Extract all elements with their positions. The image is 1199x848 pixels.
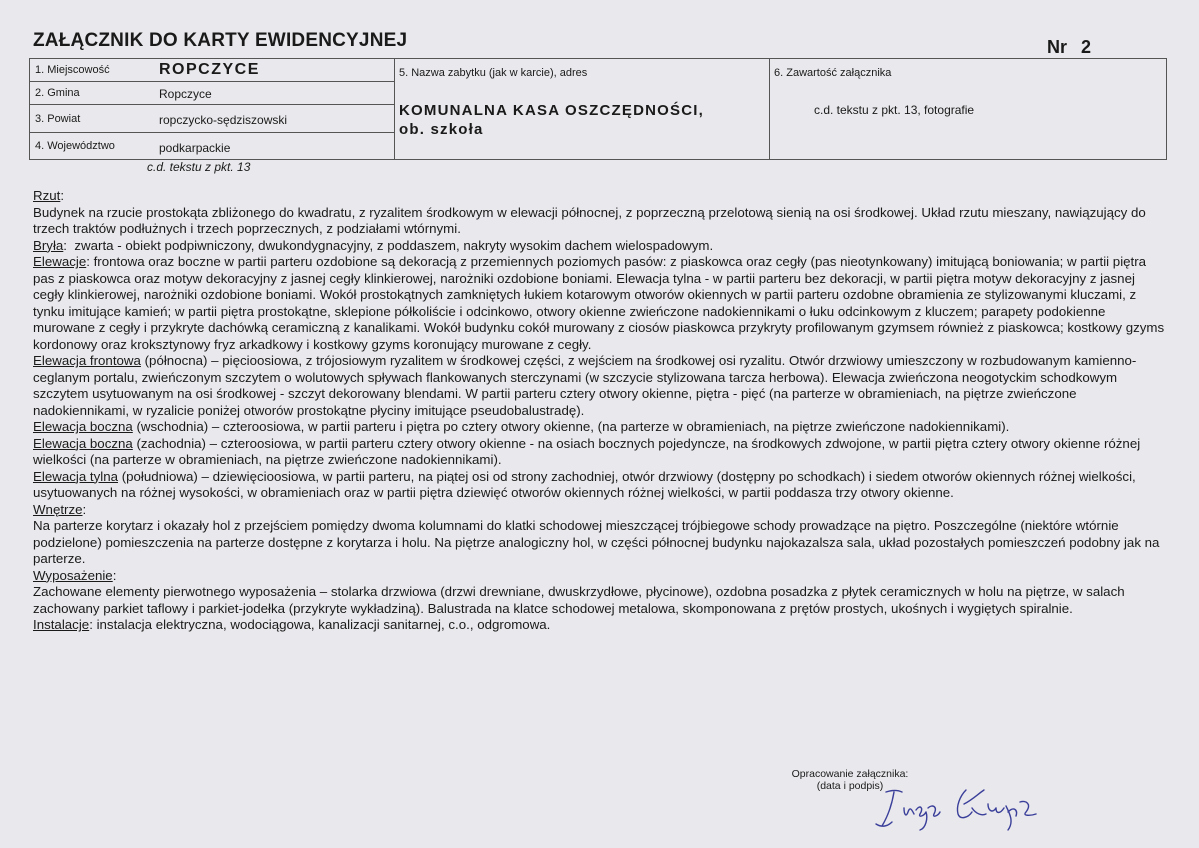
contents-column bbox=[769, 59, 1166, 159]
district-row bbox=[30, 105, 394, 133]
section-rzut: Rzut: bbox=[33, 188, 65, 203]
section-rzut-text: Budynek na rzucie prostokąta zbliżonego do kwadratu, z ryzalitem środkowym w elewacji północnej, z poprzeczną przelotową sienią na osi środkowej. Układ rzutu mieszany, nawiązujący do trzech traktów podłużnych i trzech poprzecznych, z podziałami wtórnymi. bbox=[33, 204, 1146, 236]
section-front bbox=[33, 353, 1168, 419]
monument-label: 5. Nazwa zabytku (jak w karcie), adres bbox=[399, 67, 588, 79]
signature-icon bbox=[868, 784, 1058, 834]
section-text: (zachodnia) – czteroosiowa, w partii parteru cztery otwory okienne - na osiach bocznych pojedyncze, na środkowych zdwojone, w partii piętra cztery otwory okienne różnej wielkości (na parterze w obramieniach, na piętrze zwieńczone nadokiennikami). bbox=[33, 435, 1141, 467]
district-label: 3. Powiat bbox=[35, 113, 81, 125]
header-table bbox=[29, 58, 1167, 160]
section-instalacje: Instalacje: instalacja elektryczna, wodociągowa, kanalizacji sanitarnej, c.o., odgromowa. bbox=[33, 617, 551, 632]
monument-name bbox=[399, 101, 759, 139]
section-heading: Rzut bbox=[33, 188, 61, 203]
prepared-by-line1: Opracowanie załącznika: bbox=[791, 768, 909, 780]
section-text: (wschodnia) – czteroosiowa, w partii parteru i piętra po cztery otwory okienne, (na parterze w obramieniach, na piętrze zwieńczone nadokiennikami). bbox=[136, 419, 1010, 434]
section-text: frontowa oraz boczne w partii parteru ozdobione są dekoracją z przemiennych poziomych pasów: z piaskowca oraz cegły (pas nieotynkowany) imitującą boniowania; w partii piętra pas z piaskowca oraz motyw dekoracyjny z jasnej cegły klinkierowej, narożniki ozdobione boniami. Elewacja tylna - w partii parteru bez dekoracji, w partii piętra motyw dekoracyjny z jasnej cegły klinkierowej, narożniki ozdobione boniami. Wokół prostokątnych zamkniętych łukiem kotarowym otworów okiennych w partii parteru ozdobne obramienia ze stylizowanymi kluczami, z tynku imitujące kamień; w partii piętra prostokątne, sklepione półkoliście i odcinkowo, otwory okienne zwieńczone nadokiennikami o łuku odcinkowym z kluczem; parapety podokienne murowane z cegły i przykryte dachówką ceramiczną z kanalikami. Wokół budynku cokół murowany z ciosów piaskowca przykryty profilowanym gzymsem również z piaskowca; kostkowy gzyms kordonowy oraz krokszt​ynowy fryz arkadkowy i kostkowy gzyms koronujący murowane z cegły. bbox=[33, 254, 1165, 352]
description-text bbox=[33, 188, 1168, 634]
section-text: (południowa) – dziewięcioosiowa, w partii parteru, na piątej osi od strony zachodniej, otwór drzwiowy (dostępny po schodkach) i siedem otworów okiennych różnej wielkości, usytuowanych na różnej wysokości, w obramieniach oraz w partii piętra dziewięć otworów okiennych różnej wielkości, w partii poddasza trzy otwory okienne. bbox=[33, 468, 1136, 500]
section-east bbox=[33, 419, 1168, 436]
district-value: ropczycko-sędziszowski bbox=[159, 113, 288, 127]
prepared-by-line2: (data i podpis) bbox=[816, 780, 884, 792]
contents-label: 6. Zawartość załącznika bbox=[774, 67, 892, 79]
section-heading: Instalacje bbox=[33, 617, 90, 632]
section-wnetrze-text: Na parterze korytarz i okazały hol z przejściem pomiędzy dwoma kolumnami do klatki schodowej mieszczącej trójbiegowe schody prowadzące na piętro. Poszczególne (niektóre wtórnie podzielone) pomieszczenia na parterze dostępne z korytarza i holu. Na piętrze analogiczny hol, w części północnej budynku najokazalsza sala, układ pozostałych pomieszczeń podobny jak na parterze. bbox=[33, 518, 1160, 566]
monument-name-line2: ob. szkoła bbox=[399, 121, 484, 138]
section-heading: Bryła bbox=[33, 237, 64, 253]
page-title: ZAŁĄCZNIK DO KARTY EWIDENCYJNEJ bbox=[33, 30, 408, 51]
section-text: instalacja elektryczna, wodociągowa, kanalizacji sanitarnej, c.o., odgromowa. bbox=[96, 617, 551, 632]
monument-column bbox=[394, 59, 770, 159]
contents-value: c.d. tekstu z pkt. 13, fotografie bbox=[814, 103, 975, 117]
nr-value: 2 bbox=[1080, 37, 1091, 57]
section-text: (północna) – pięcioosiowa, z trójosiowym ryzalitem w środkowej części, z wejściem na środkowej osi ryzalitu. Otwór drzwiowy umieszczony w rozbudowanym kamienno-ceglanym portalu, zwieńczonym szczytem o wolutowych spływach flankowanych sterczynami (w szczycie stylizowana tarcza herbowa). Elewacja zwieńczona neogotyckim schodkowym szczytem usytuowanym na osi środkowej - szczyt dekorowany blendami. W partii parteru cztery otwory okienne, piętra - pięć (na parterze w obramieniach, na piętrze zwieńczone nadokiennikami, w ryzalicie poniżej otworów prostokątne płyciny imitujące pseudobalustradę). bbox=[33, 353, 1137, 418]
nr-label: Nr bbox=[1046, 37, 1067, 57]
commune-row bbox=[30, 82, 394, 105]
section-elewacje: Elewacje: frontowa oraz boczne w partii parteru ozdobione są dekoracją z przemiennych poziomych pasów: z piaskowca oraz cegły (pas nieotynkowany) imitującą boniowania; w partii piętra pas z piaskowca oraz motyw dekoracyjny z jasnej cegły klinkierowej, narożniki ozdobione boniami. Elewacja tylna - w partii parteru bez dekoracji, w partii piętra motyw dekoracyjny z jasnej cegły klinkierowej, narożniki ozdobione boniami. Wokół prostokątnych zamkniętych łukiem kotarowym otworów okiennych w partii parteru ozdobne obramienia ze stylizowanymi kluczami, z tynku imitujące kamień; w partii piętra prostokątne, sklepione półkoliście i odcinkowo, otwory okienne zwieńczone nadokiennikami o łuku odcinkowym z kluczem; parapety podokienne murowane z cegły i przykryte dachówką ceramiczną z kanalikami. Wokół budynku cokół murowany z ciosów piaskowca przykryty profilowanym gzymsem również z piaskowca; kostkowy gzyms kordonowy oraz krokszt​ynowy fryz arkadkowy i kostkowy gzyms koronujący murowane z cegły. bbox=[33, 254, 1165, 352]
section-wyposazenie: Wyposażenie: bbox=[33, 567, 117, 583]
continuation-note: c.d. tekstu z pkt. 13 bbox=[147, 160, 251, 174]
section-heading: Elewacja boczna bbox=[33, 435, 133, 451]
locality-label: 1. Miejscowość bbox=[35, 64, 110, 76]
section-heading: Elewacje bbox=[33, 254, 87, 269]
voivodeship-label: 4. Województwo bbox=[35, 140, 115, 152]
section-heading: Elewacja tylna bbox=[33, 468, 118, 484]
section-bryla: Bryła: zwarta - obiekt podpiwniczony, dwukondygnacyjny, z poddaszem, nakryty wysokim dachem wielospadowym. bbox=[33, 237, 714, 253]
section-heading: Wnętrze bbox=[33, 501, 83, 517]
section-heading: Elewacja boczna bbox=[33, 419, 133, 434]
commune-value: Ropczyce bbox=[159, 87, 212, 101]
section-wyposazenie-text: Zachowane elementy pierwotnego wyposażenia – stolarka drzwiowa (drzwi drewniane, dwuskrzydłowe, płycinowe), ozdobna posadzka z płytek ceramicznych w holu na piętrze, w salach zachowany parkiet taflowy i parkiet-jodełka (przykryte wykładziną). Balustrada na klatce schodowej metalowa, skomponowana z prętów prostych, ukośnych i wygiętych spiralnie. bbox=[33, 584, 1125, 616]
section-heading: Wyposażenie bbox=[33, 567, 113, 583]
section-text: zwarta - obiekt podpiwniczony, dwukondygnacyjny, z poddaszem, nakryty wysokim dachem wielospadowym. bbox=[74, 237, 714, 253]
section-wnetrze: Wnętrze: bbox=[33, 501, 87, 517]
monument-name-line1: KOMUNALNA KASA OSZCZĘDNOŚCI, bbox=[399, 102, 704, 119]
section-rear bbox=[33, 469, 1168, 502]
locality-row bbox=[30, 59, 394, 82]
section-heading: Elewacja frontowa bbox=[33, 353, 141, 368]
voivodeship-row bbox=[30, 133, 394, 158]
voivodeship-value: podkarpackie bbox=[159, 141, 231, 155]
attachment-number bbox=[1047, 37, 1091, 58]
section-west bbox=[33, 436, 1168, 469]
location-column bbox=[30, 59, 395, 159]
commune-label: 2. Gmina bbox=[35, 87, 80, 99]
locality-value: ROPCZYCE bbox=[159, 61, 260, 78]
